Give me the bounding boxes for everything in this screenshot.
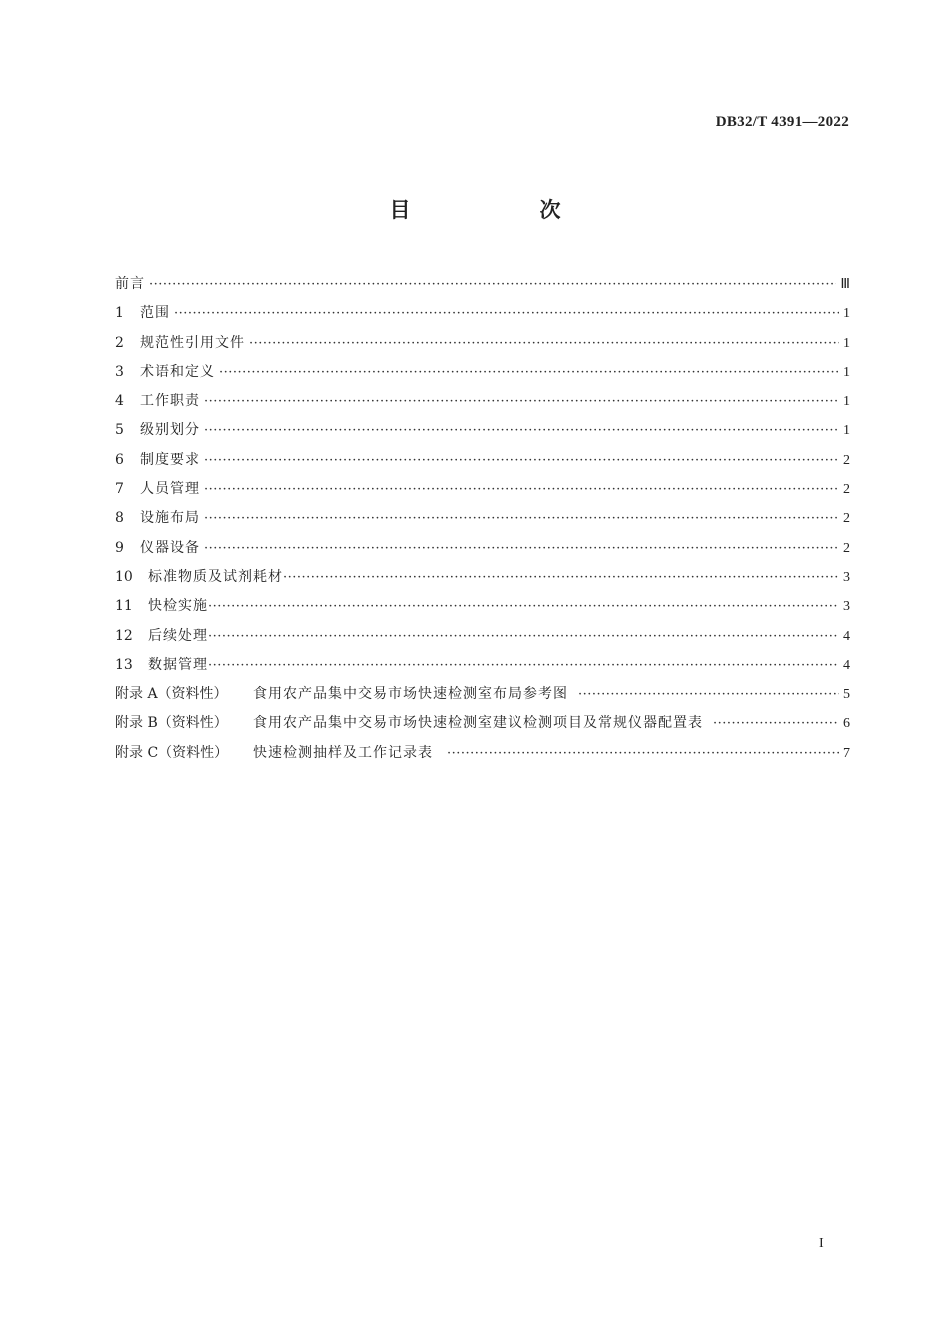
toc-entry-label: 快检实施	[148, 598, 208, 615]
toc-entry-number: 2	[115, 334, 124, 351]
toc-entry-page: 2	[843, 511, 850, 527]
toc-entry-label: 仪器设备	[140, 539, 200, 556]
toc-entry-11[interactable]	[115, 592, 850, 621]
toc-entry-7[interactable]	[115, 475, 850, 504]
toc-entry-5[interactable]	[115, 416, 850, 445]
toc-entry-page: 4	[843, 628, 850, 644]
toc-entry-6[interactable]	[115, 446, 850, 475]
toc-entry-10[interactable]	[115, 563, 850, 592]
toc-entry-label: 数据管理	[148, 656, 208, 673]
toc-entry-number: 6	[115, 451, 124, 468]
toc-entry-page: 1	[843, 364, 850, 380]
toc-leader-dots	[204, 475, 839, 504]
toc-entry-page: 3	[843, 599, 850, 615]
toc-entry-label: 制度要求	[140, 451, 200, 468]
toc-entry-number: 5	[115, 422, 124, 439]
toc-entry-label: 后续处理	[148, 627, 208, 644]
toc-leader-dots	[149, 270, 836, 299]
toc-leader-dots	[713, 709, 839, 738]
toc-entry-page: 6	[843, 716, 850, 732]
toc-entry-label: 食用农产品集中交易市场快速检测室建议检测项目及常规仪器配置表	[253, 715, 703, 732]
toc-entry-number: 10	[115, 568, 133, 585]
toc-entry-label: 工作职责	[140, 393, 200, 410]
toc-entry-page: 1	[843, 335, 850, 351]
toc-entry-page: 1	[843, 423, 850, 439]
page-title: 目 次	[389, 198, 615, 222]
toc-entry-number: 3	[115, 363, 124, 380]
toc-entry-number: 附录 B（资料性）	[115, 715, 228, 732]
toc-entry-appendix-c[interactable]	[115, 739, 850, 768]
toc-leader-dots	[208, 651, 839, 680]
toc-leader-dots	[204, 387, 839, 416]
toc-leader-dots	[447, 739, 839, 768]
toc-entry-appendix-b[interactable]	[115, 709, 850, 738]
toc-entry-page: 7	[843, 745, 850, 761]
toc-entry-page: 3	[843, 569, 850, 585]
toc-entry-number: 11	[115, 598, 133, 615]
toc-leader-dots	[208, 592, 839, 621]
toc-entry-number: 附录 C（资料性）	[115, 744, 229, 761]
toc-entry-4[interactable]	[115, 387, 850, 416]
toc-entry-8[interactable]	[115, 504, 850, 533]
toc-entry-number: 9	[115, 539, 124, 556]
toc-entry-number: 附录 A（资料性）	[115, 686, 228, 703]
table-of-contents	[115, 270, 850, 768]
toc-entry-page: 1	[843, 394, 850, 410]
toc-entry-page: 5	[843, 687, 850, 703]
toc-entry-appendix-a[interactable]	[115, 680, 850, 709]
toc-entry-page: 2	[843, 540, 850, 556]
toc-entry-label: 食用农产品集中交易市场快速检测室布局参考图	[253, 686, 568, 703]
toc-entry-page: 4	[843, 657, 850, 673]
toc-entry-number: 8	[115, 510, 124, 527]
toc-entry-label: 范围	[140, 305, 170, 322]
toc-entry-number: 12	[115, 627, 133, 644]
page-number: I	[819, 1236, 824, 1251]
toc-entry-label: 规范性引用文件	[140, 334, 245, 351]
toc-entry-3[interactable]	[115, 358, 850, 387]
toc-entry-1[interactable]	[115, 299, 850, 328]
toc-entry-page: 2	[843, 482, 850, 498]
toc-entry-page: 1	[843, 306, 850, 322]
toc-entry-13[interactable]	[115, 651, 850, 680]
toc-entry-label: 人员管理	[140, 481, 200, 498]
toc-leader-dots	[578, 680, 839, 709]
toc-entry-9[interactable]	[115, 534, 850, 563]
toc-entry-label: 设施布局	[140, 510, 200, 527]
toc-entry-number: 1	[115, 305, 124, 322]
toc-entry-preface[interactable]	[115, 270, 850, 299]
toc-leader-dots	[219, 358, 839, 387]
toc-entry-page: 2	[843, 452, 850, 468]
toc-leader-dots	[283, 563, 839, 592]
toc-entry-label: 标准物质及试剂耗材	[148, 568, 283, 585]
toc-leader-dots	[208, 622, 839, 651]
toc-leader-dots	[204, 504, 839, 533]
toc-leader-dots	[204, 416, 839, 445]
toc-entry-label: 前言	[115, 276, 145, 292]
toc-entry-2[interactable]	[115, 329, 850, 358]
toc-entry-12[interactable]	[115, 622, 850, 651]
toc-entry-number: 13	[115, 656, 133, 673]
document-code: DB32/T 4391—2022	[715, 114, 849, 130]
toc-entry-number: 7	[115, 481, 124, 498]
toc-leader-dots	[204, 534, 839, 563]
toc-leader-dots	[204, 446, 839, 475]
toc-entry-number: 4	[115, 393, 124, 410]
toc-entry-label: 级别划分	[140, 422, 200, 439]
toc-leader-dots	[174, 299, 839, 328]
toc-leader-dots	[249, 329, 839, 358]
toc-entry-label: 快速检测抽样及工作记录表	[253, 744, 433, 761]
toc-entry-label: 术语和定义	[140, 363, 215, 380]
toc-entry-page: Ⅲ	[840, 277, 850, 292]
